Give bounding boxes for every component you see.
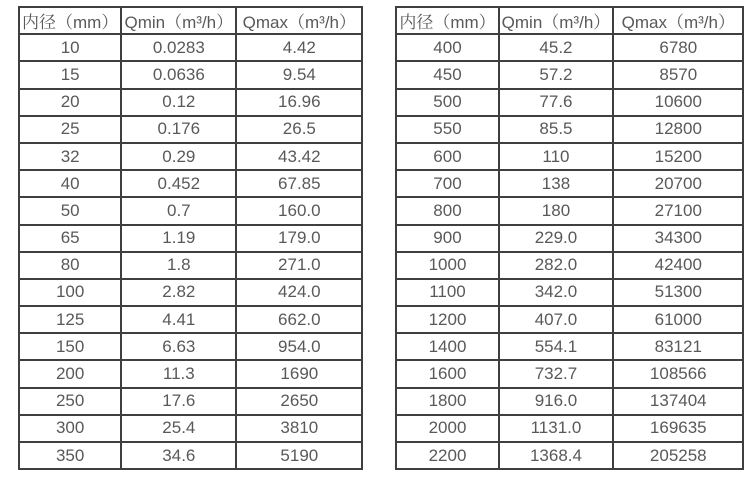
table-cell: 179.0 (236, 225, 362, 252)
table-cell: 10600 (613, 89, 743, 116)
table-cell: 0.452 (121, 170, 236, 197)
table-cell: 250 (19, 388, 121, 415)
table-row (19, 61, 362, 88)
table-cell: 1368.4 (499, 442, 614, 469)
table-row (19, 89, 362, 116)
table-cell: 150 (19, 333, 121, 360)
table-cell: 16.96 (236, 89, 362, 116)
table-cell: 900 (396, 225, 498, 252)
table-cell: 229.0 (499, 225, 614, 252)
table-cell: 916.0 (499, 388, 614, 415)
table-cell: 11.3 (121, 360, 236, 387)
table-cell: 51300 (613, 279, 743, 306)
table-cell: 1.8 (121, 252, 236, 279)
table-row (19, 116, 362, 143)
table-row (396, 306, 743, 333)
table-cell: 0.0636 (121, 61, 236, 88)
table-row (396, 197, 743, 224)
table-cell: 0.29 (121, 143, 236, 170)
table-cell: 200 (19, 360, 121, 387)
table-cell: 1131.0 (499, 415, 614, 442)
table-row (19, 388, 362, 415)
table-cell: 550 (396, 116, 498, 143)
table-cell: 1200 (396, 306, 498, 333)
table-cell: 554.1 (499, 333, 614, 360)
table-cell: 8570 (613, 61, 743, 88)
table-cell: 5190 (236, 442, 362, 469)
table-row (396, 61, 743, 88)
table-cell: 2200 (396, 442, 498, 469)
table-row (19, 279, 362, 306)
table-cell: 43.42 (236, 143, 362, 170)
table-row (396, 143, 743, 170)
table-cell: 100 (19, 279, 121, 306)
table-row (19, 333, 362, 360)
table-cell: 0.0283 (121, 34, 236, 61)
table-cell: 15 (19, 61, 121, 88)
table-cell: 662.0 (236, 306, 362, 333)
table-cell: 32 (19, 143, 121, 170)
table-cell: 1400 (396, 333, 498, 360)
table-cell: 500 (396, 89, 498, 116)
table-row (396, 442, 743, 469)
column-header-qmin: Qmin（m³/h） (121, 7, 236, 34)
table-row (19, 360, 362, 387)
flow-range-table-small-diameters (18, 6, 363, 470)
table-cell: 65 (19, 225, 121, 252)
table-cell: 83121 (613, 333, 743, 360)
table-cell: 0.12 (121, 89, 236, 116)
table-cell: 400 (396, 34, 498, 61)
table-cell: 34.6 (121, 442, 236, 469)
table-row (396, 388, 743, 415)
table-row (396, 89, 743, 116)
table-cell: 34300 (613, 225, 743, 252)
table-cell: 3810 (236, 415, 362, 442)
table-cell: 342.0 (499, 279, 614, 306)
header-row (396, 7, 743, 34)
table-cell: 1.19 (121, 225, 236, 252)
table-cell: 20700 (613, 170, 743, 197)
table-cell: 15200 (613, 143, 743, 170)
table-cell: 20 (19, 89, 121, 116)
table-cell: 17.6 (121, 388, 236, 415)
column-header-qmax: Qmax（m³/h） (236, 7, 362, 34)
table-row (396, 415, 743, 442)
column-header-diameter: 内径（mm） (19, 7, 121, 34)
table-cell: 1600 (396, 360, 498, 387)
table-cell: 700 (396, 170, 498, 197)
table-cell: 205258 (613, 442, 743, 469)
table-row (396, 170, 743, 197)
table-cell: 271.0 (236, 252, 362, 279)
table-cell: 180 (499, 197, 614, 224)
table-cell: 108566 (613, 360, 743, 387)
table-row (19, 415, 362, 442)
table-cell: 1800 (396, 388, 498, 415)
table-cell: 407.0 (499, 306, 614, 333)
table-cell: 137404 (613, 388, 743, 415)
table-row (19, 34, 362, 61)
table-cell: 2000 (396, 415, 498, 442)
table-row (396, 360, 743, 387)
table-cell: 138 (499, 170, 614, 197)
table-cell: 4.41 (121, 306, 236, 333)
table-cell: 300 (19, 415, 121, 442)
table-cell: 1000 (396, 252, 498, 279)
column-header-diameter: 内径（mm） (396, 7, 498, 34)
table-row (19, 197, 362, 224)
table-body-large-diameters (396, 34, 743, 469)
table-row (396, 34, 743, 61)
table-cell: 12800 (613, 116, 743, 143)
table-cell: 9.54 (236, 61, 362, 88)
table-row (19, 143, 362, 170)
header-row (19, 7, 362, 34)
table-cell: 0.176 (121, 116, 236, 143)
column-header-qmin: Qmin（m³/h） (499, 7, 614, 34)
table-row (19, 252, 362, 279)
table-row (19, 306, 362, 333)
table-cell: 800 (396, 197, 498, 224)
table-cell: 424.0 (236, 279, 362, 306)
table-cell: 67.85 (236, 170, 362, 197)
table-row (396, 116, 743, 143)
table-cell: 57.2 (499, 61, 614, 88)
table-cell: 80 (19, 252, 121, 279)
table-cell: 27100 (613, 197, 743, 224)
column-header-qmax: Qmax（m³/h） (613, 7, 743, 34)
table-cell: 6780 (613, 34, 743, 61)
table-row (19, 225, 362, 252)
table-row (396, 252, 743, 279)
table-cell: 25 (19, 116, 121, 143)
table-cell: 10 (19, 34, 121, 61)
table-cell: 160.0 (236, 197, 362, 224)
table-cell: 2650 (236, 388, 362, 415)
table-cell: 77.6 (499, 89, 614, 116)
table-cell: 169635 (613, 415, 743, 442)
table-cell: 61000 (613, 306, 743, 333)
table-cell: 125 (19, 306, 121, 333)
table-cell: 350 (19, 442, 121, 469)
flow-range-table-large-diameters (395, 6, 744, 470)
table-cell: 25.4 (121, 415, 236, 442)
table-cell: 1690 (236, 360, 362, 387)
table-cell: 600 (396, 143, 498, 170)
table-cell: 282.0 (499, 252, 614, 279)
table-body-small-diameters (19, 34, 362, 469)
table-row (19, 442, 362, 469)
table-cell: 110 (499, 143, 614, 170)
table-cell: 4.42 (236, 34, 362, 61)
table-cell: 42400 (613, 252, 743, 279)
table-cell: 954.0 (236, 333, 362, 360)
table-cell: 0.7 (121, 197, 236, 224)
table-cell: 2.82 (121, 279, 236, 306)
table-cell: 732.7 (499, 360, 614, 387)
table-cell: 26.5 (236, 116, 362, 143)
table-cell: 1100 (396, 279, 498, 306)
table-cell: 6.63 (121, 333, 236, 360)
table-row (396, 279, 743, 306)
table-cell: 50 (19, 197, 121, 224)
table-row (19, 170, 362, 197)
table-cell: 450 (396, 61, 498, 88)
table-row (396, 225, 743, 252)
table-cell: 85.5 (499, 116, 614, 143)
table-cell: 40 (19, 170, 121, 197)
table-row (396, 333, 743, 360)
table-cell: 45.2 (499, 34, 614, 61)
